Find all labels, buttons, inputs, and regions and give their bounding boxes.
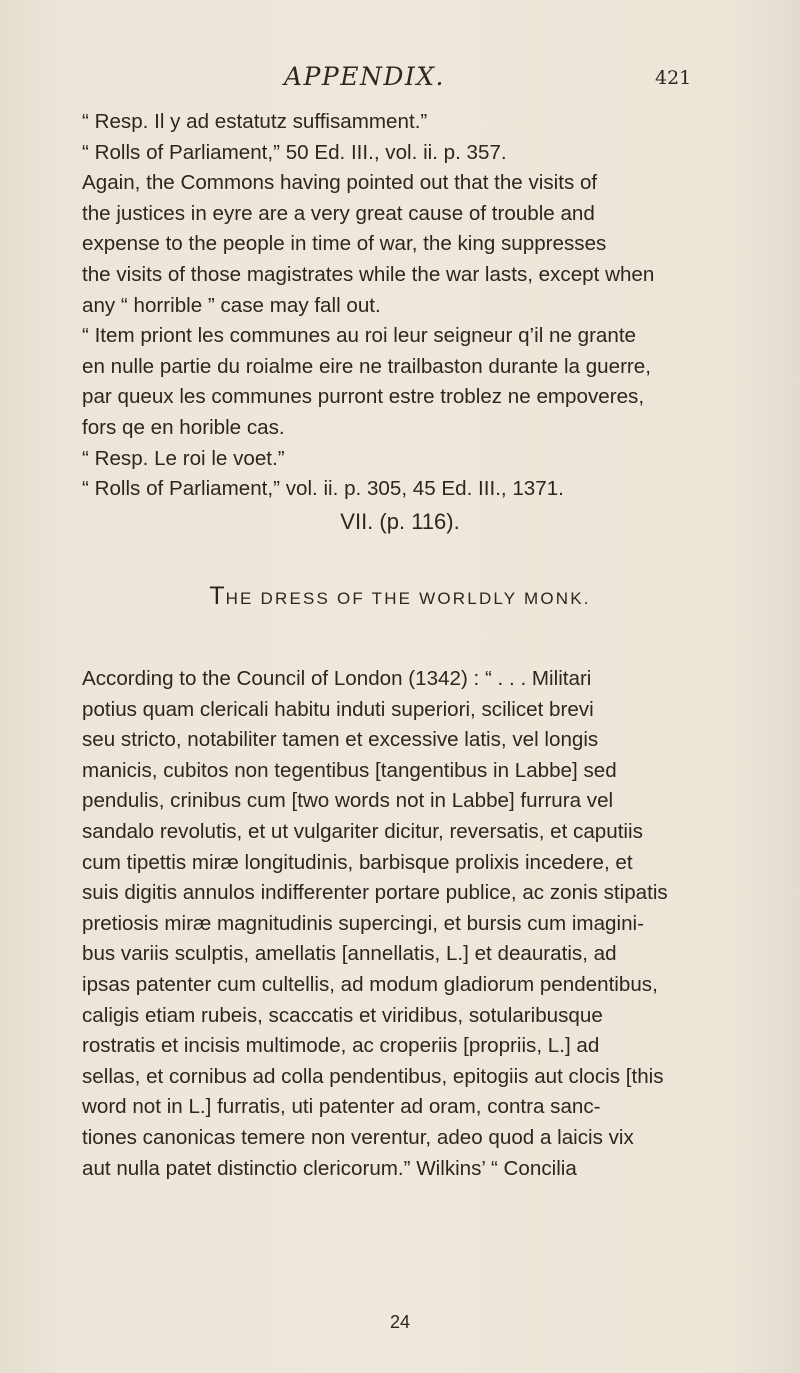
text-line: aut nulla patet distinctio clericorum.” Wilkins’ “ Concilia <box>82 1156 577 1180</box>
text-line: suis digitis annulos indifferenter portare publice, ac zonis stipatis <box>82 881 668 905</box>
text-line: cum tipettis miræ longitudinis, barbisque prolixis incedere, et <box>82 850 633 874</box>
top-paragraphs <box>82 107 712 505</box>
text-line: Again, the Commons having pointed out that the visits of <box>82 171 598 195</box>
text-line: par queux les communes purront estre troblez ne empoveres, <box>82 385 645 409</box>
text-line: word not in L.] furratis, uti patenter ad oram, contra sanc- <box>82 1095 601 1119</box>
text-line: seu stricto, notabiliter tamen et excessive latis, vel longis <box>82 728 599 752</box>
text-line: en nulle partie du roialme eire ne trailbaston durante la guerre, <box>82 354 651 378</box>
text-line: “ Item priont les communes au roi leur seigneur q’il ne grante <box>82 324 637 348</box>
text-line: the justices in eyre are a very great cause of trouble and <box>82 201 595 225</box>
text-line: tiones canonicas temere non verentur, adeo quod a laicis vix <box>82 1125 634 1149</box>
running-title: APPENDIX. <box>284 62 445 91</box>
text-line: potius quam clericali habitu induti superiori, scilicet brevi <box>82 697 594 721</box>
running-head <box>0 62 800 102</box>
body-paragraph <box>82 664 712 1184</box>
text-line: fors qe en horible cas. <box>82 415 285 439</box>
text-line: “ Resp. Il y ad estatutz suffisamment.” <box>82 110 428 133</box>
section-title-rest: HE DRESS OF THE WORLDLY MONK. <box>225 589 591 608</box>
page-number: 421 <box>655 67 692 89</box>
signature-mark: 24 <box>389 1312 411 1332</box>
text-line: the visits of those magistrates while the war lasts, except when <box>82 262 655 286</box>
text-line: “ Resp. Le roi le voet.” <box>82 446 285 470</box>
text-line: pretiosis miræ magnitudinis supercingi, et bursis cum imagini- <box>82 911 644 935</box>
text-line: “ Rolls of Parliament,” vol. ii. p. 305, 45 Ed. III., 1371. <box>82 477 564 501</box>
section-number: VII. (p. 116). <box>340 509 460 534</box>
text-line: expense to the people in time of war, the king suppresses <box>82 232 607 256</box>
text-line: pendulis, crinibus cum [two words not in Labbe] furrura vel <box>82 789 614 813</box>
section-title-initial: T <box>209 582 226 610</box>
text-line: any “ horrible ” case may fall out. <box>82 293 381 317</box>
text-line: sellas, et cornibus ad colla pendentibus, epitogiis aut clocis [this <box>82 1064 664 1088</box>
text-line: According to the Council of London (1342) : “ . . . Militari <box>82 667 592 690</box>
text-line: bus variis sculptis, amellatis [annellatis, L.] et deauratis, ad <box>82 942 617 966</box>
text-line: ipsas patenter cum cultellis, ad modum gladiorum pendentibus, <box>82 972 658 996</box>
text-line: “ Rolls of Parliament,” 50 Ed. III., vol. ii. p. 357. <box>82 140 507 164</box>
text-line: manicis, cubitos non tegentibus [tangentibus in Labbe] sed <box>82 758 617 782</box>
text-line: sandalo revolutis, et ut vulgariter dicitur, reversatis, et caputiis <box>82 819 643 843</box>
text-line: caligis etiam rubeis, scaccatis et viridibus, sotularibusque <box>82 1003 603 1027</box>
text-line: rostratis et incisis multimode, ac croperiis [propriis, L.] ad <box>82 1034 600 1058</box>
section-title <box>0 582 800 611</box>
